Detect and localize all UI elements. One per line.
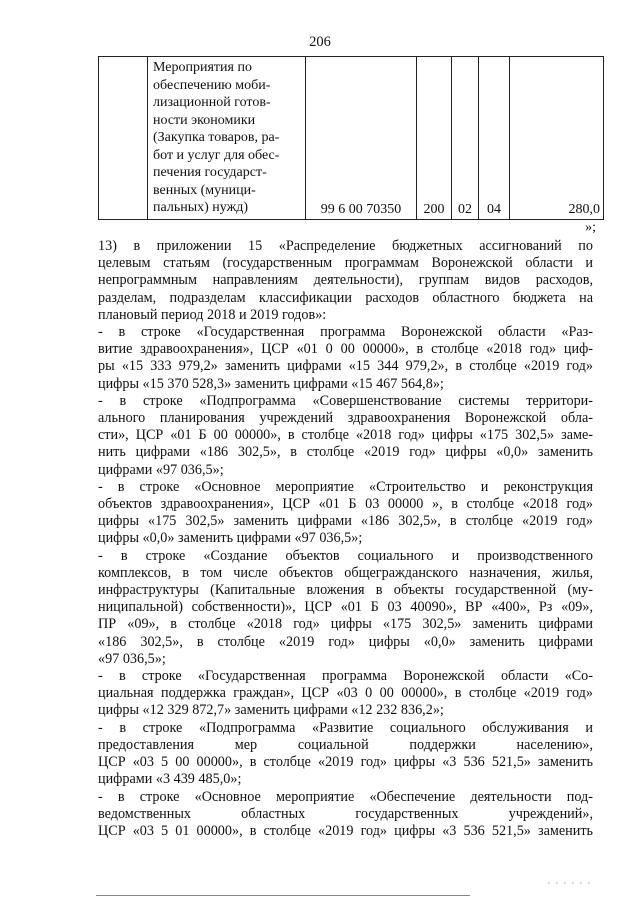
description-line: венных (муници- [153,182,256,198]
paragraph-row-1 [98,324,593,393]
text-line: ПР «09», в столбце «2018 год» цифры «175 302,5» заменить цифрами [98,616,593,633]
table-cell-pr: 04 [479,57,510,220]
description-line: ности экономики [153,112,256,128]
paragraph-row-2 [98,393,593,479]
text-line: цифрами «3 439 485,0»; [98,771,242,788]
table-cell-rz: 02 [452,57,479,220]
scan-artifact-line [96,895,470,896]
text-line: сти», ЦСР «01 Б 00 00000», в столбце «2018 год» цифры «175 302,5» заме- [98,427,593,444]
text-line: - в строке «Основное мероприятие «Строительство и реконструкция [98,478,593,495]
paragraph-item-13 [98,238,593,324]
text-line: цифры «12 329 872,7» заменить цифрами «12 232 836,2»; [98,702,444,719]
table-cell-number [99,57,148,220]
paragraph-row-5 [98,668,593,720]
description-line: лизационной готов- [153,95,271,110]
text-line: «97 036,5»; [98,650,166,667]
text-line: ЦСР «03 5 01 00000», в столбце «2019 год» цифры «3 536 521,5» заменить [98,822,593,839]
text-line: ры «15 333 979,2» заменить цифрами «15 344 979,2», в столбце «2019 год» [98,358,593,375]
text-line: цифры «0,0» заменить цифрами «97 036,5»; [98,530,363,547]
text-line: «186 302,5», в столбце «2019 год» цифры «0,0» заменить цифрами [98,633,593,650]
table-cell-sum: 280,0 [510,57,604,220]
text-line: объектов здравоохранения», ЦСР «01 Б 03 00000 », в столбце «2018 год» [98,496,593,513]
document-body [98,238,593,840]
text-line: целевым статьям (государственным программам Воронежской области и [98,255,593,272]
text-line: - в строке «Создание объектов социального и производственного [98,547,593,564]
text-line: цифры «175 302,5» заменить цифрами «186 302,5», в столбце «2019 год» [98,513,593,530]
table-cell-description [148,57,306,220]
text-line: ведомственных областных государственных учреждений», [98,805,593,822]
paragraph-row-3 [98,479,593,548]
text-line: непрограммным направлениям деятельности), группам видов расходов, [98,272,593,289]
text-line: - в строке «Государственная программа Воронежской области «Раз- [98,324,593,341]
table-cell-vr: 200 [417,57,452,220]
table-cell-csr: 99 6 00 70350 [306,57,417,220]
text-line: - в строке «Основное мероприятие «Обеспечение деятельности под- [98,788,593,805]
closing-quote: »; [585,220,596,235]
paragraph-row-7 [98,789,593,841]
text-line: нить цифрами «186 302,5», в столбце «2019 год» цифры «0,0» заменить [98,444,593,461]
text-line: витие здравоохранения», ЦСР «01 0 00 00000», в столбце «2018 год» циф- [98,341,593,358]
description-line: Мероприятия по [153,60,252,75]
budget-table [98,56,604,220]
description-line: обеспечению моби- [153,77,271,93]
page-number: 206 [309,34,331,50]
scan-artifact-dots [545,880,595,886]
text-line: циальная поддержка граждан», ЦСР «03 0 00 00000», в столбце «2019 год» [98,685,593,702]
text-line: плановый период 2018 и 2019 годов»: [98,306,327,323]
text-line: цифры «15 370 528,3» заменить цифрами «15 467 564,8»; [98,375,444,392]
text-line: цифрами «97 036,5»; [98,461,224,478]
text-line: комплексов, в том числе объектов общегражданского назначения, жилья, [98,564,593,581]
text-line: - в строке «Подпрограмма «Совершенствование системы территори- [98,392,593,409]
paragraph-row-6 [98,720,593,789]
description-line: печения государст- [153,165,267,180]
paragraph-row-4 [98,548,593,668]
text-line: инфраструктуры (Капитальные вложения в объекты государственной (му- [98,582,593,599]
description-line: бот и услуг для обес- [153,147,280,163]
text-line: 13) в приложении 15 «Распределение бюджетных ассигнований по [98,238,593,254]
text-line: - в строке «Подпрограмма «Развитие социального обслуживания и [98,719,593,736]
text-line: ниципальной) собственности)», ЦСР «01 Б 03 40090», ВР «400», Рз «09», [98,599,593,616]
table-row [99,57,604,220]
text-line: ЦСР «03 5 00 00000», в столбце «2019 год» цифры «3 536 521,5» заменить [98,754,593,771]
text-line: ального планирования учреждений здравоохранения Воронежской обла- [98,410,593,427]
text-line: - в строке «Государственная программа Воронежской области «Со- [98,668,593,685]
description-line: пальных) нужд) [153,200,249,215]
description-line: (Закупка товаров, ра- [153,130,280,145]
text-line: предоставления мер социальной поддержки населению», [98,736,593,753]
text-line: разделам, подразделам классификации расходов областного бюджета на [98,289,593,306]
